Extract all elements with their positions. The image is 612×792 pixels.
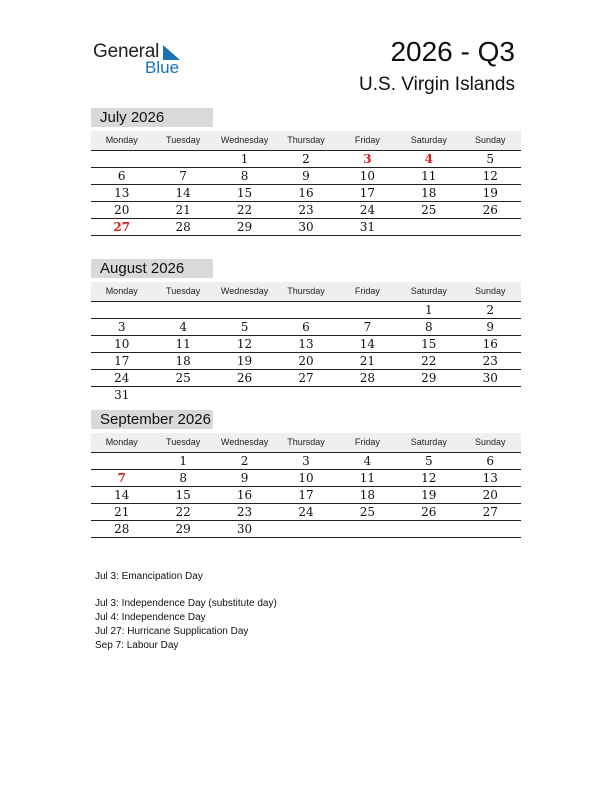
weekday-label: Monday (105, 437, 138, 447)
page-subtitle: U.S. Virgin Islands (359, 74, 515, 95)
month-label: July 2026 (91, 108, 213, 127)
empty-day-cell (398, 387, 459, 403)
week-row (91, 151, 521, 168)
day-cell: 5 (486, 152, 495, 166)
day-cell: 17 (359, 186, 376, 200)
weekday-label: Wednesday (220, 135, 269, 145)
day-cell: 16 (482, 337, 498, 351)
empty-day-cell (398, 521, 459, 537)
day-cell: 18 (359, 488, 376, 502)
day-cell: 3 (302, 454, 310, 468)
week-row (91, 168, 521, 185)
empty-day-cell (91, 453, 152, 469)
week-row (91, 453, 521, 470)
day-cell: 15 (421, 337, 437, 351)
weekday-header-row (91, 433, 521, 453)
month-block-september (91, 410, 521, 538)
week-row (91, 336, 521, 353)
empty-day-cell (398, 219, 459, 235)
day-cell: 3 (117, 320, 126, 334)
day-cell: 21 (359, 354, 376, 368)
day-cell: 10 (298, 471, 314, 485)
day-cell: 19 (236, 354, 253, 368)
empty-day-cell (275, 521, 336, 537)
day-cell: 8 (240, 169, 249, 183)
day-cell: 11 (175, 337, 191, 351)
day-cell: 3 (363, 152, 372, 166)
weekday-label: Tuesday (166, 437, 201, 447)
week-row (91, 353, 521, 370)
week-row (91, 185, 521, 202)
day-cell: 2 (302, 152, 310, 166)
month-block-july (91, 108, 521, 236)
empty-day-cell (214, 302, 275, 318)
empty-day-cell (337, 387, 398, 403)
day-cell: 20 (114, 203, 130, 217)
day-cell: 18 (421, 186, 437, 200)
weekday-label: Thursday (287, 437, 325, 447)
month-label: September 2026 (91, 410, 213, 429)
empty-day-cell (275, 302, 336, 318)
weekday-label: Thursday (287, 286, 325, 296)
week-row (91, 202, 521, 219)
day-cell: 16 (236, 488, 253, 502)
day-cell: 26 (482, 203, 498, 217)
day-cell: 11 (421, 169, 437, 183)
day-cell: 4 (424, 152, 433, 166)
day-cell: 1 (425, 303, 433, 317)
day-cell: 14 (359, 337, 376, 351)
holiday-note: Jul 3: Independence Day (substitute day) (95, 598, 277, 609)
empty-day-cell (275, 387, 336, 403)
week-row (91, 387, 521, 403)
page-title: 2026 - Q3 (390, 36, 515, 67)
day-cell: 1 (240, 152, 249, 166)
weekday-label: Wednesday (220, 286, 269, 296)
day-cell: 28 (175, 220, 191, 234)
weekday-label: Saturday (410, 437, 447, 447)
empty-day-cell (91, 302, 152, 318)
day-cell: 22 (421, 354, 437, 368)
holiday-note: Jul 27: Hurricane Supplication Day (95, 626, 249, 637)
week-row (91, 470, 521, 487)
day-cell: 12 (236, 337, 253, 351)
week-row (91, 521, 521, 538)
weekday-label: Friday (354, 437, 380, 447)
day-cell: 17 (298, 488, 314, 502)
day-cell: 7 (117, 471, 126, 485)
day-cell: 15 (236, 186, 253, 200)
weekday-header-row (91, 282, 521, 302)
weekday-header-row (91, 131, 521, 151)
weekday-label: Saturday (410, 135, 447, 145)
day-cell: 16 (298, 186, 314, 200)
day-cell: 31 (359, 220, 376, 234)
week-row (91, 302, 521, 319)
weekday-label: Monday (105, 135, 138, 145)
day-cell: 5 (240, 320, 249, 334)
day-cell: 4 (363, 454, 372, 468)
day-cell: 19 (482, 186, 498, 200)
day-cell: 9 (240, 471, 249, 485)
day-cell: 2 (486, 303, 495, 317)
day-cell: 15 (175, 488, 191, 502)
day-cell: 31 (114, 388, 130, 402)
holiday-notes (95, 570, 277, 653)
day-cell: 24 (114, 371, 130, 385)
week-row (91, 319, 521, 336)
day-cell: 18 (175, 354, 191, 368)
day-cell: 10 (114, 337, 130, 351)
day-cell: 9 (302, 169, 310, 183)
day-cell: 30 (482, 371, 498, 385)
day-cell: 30 (298, 220, 314, 234)
week-row (91, 370, 521, 387)
day-cell: 12 (421, 471, 437, 485)
empty-day-cell (152, 387, 213, 403)
holiday-note: Jul 3: Emancipation Day (95, 571, 203, 582)
logo-word-general: General (93, 41, 160, 62)
empty-day-cell (460, 219, 521, 235)
day-cell: 26 (236, 371, 253, 385)
day-cell: 27 (298, 371, 314, 385)
weekday-label: Thursday (287, 135, 325, 145)
empty-day-cell (214, 387, 275, 403)
week-row (91, 487, 521, 504)
week-row (91, 504, 521, 521)
day-cell: 27 (482, 505, 498, 519)
day-cell: 28 (114, 522, 130, 536)
weekday-label: Sunday (474, 135, 506, 145)
weekday-label: Sunday (474, 437, 506, 447)
day-cell: 26 (421, 505, 437, 519)
day-cell: 13 (298, 337, 314, 351)
weekday-label: Sunday (474, 286, 506, 296)
weekday-label: Tuesday (166, 135, 201, 145)
day-cell: 8 (179, 471, 187, 485)
empty-day-cell (152, 302, 213, 318)
day-cell: 13 (114, 186, 130, 200)
day-cell: 11 (359, 471, 376, 485)
month-label: August 2026 (91, 259, 213, 278)
month-block-august (91, 259, 521, 403)
day-cell: 23 (482, 354, 498, 368)
empty-day-cell (152, 151, 213, 167)
day-cell: 25 (359, 505, 376, 519)
note-spacer (95, 584, 277, 597)
day-cell: 19 (421, 488, 437, 502)
weekday-label: Saturday (410, 286, 447, 296)
day-cell: 29 (236, 220, 253, 234)
week-row (91, 219, 521, 236)
weekday-label: Friday (354, 135, 380, 145)
logo-word-blue: Blue (145, 58, 180, 77)
day-cell: 6 (302, 320, 310, 334)
day-cell: 23 (236, 505, 253, 519)
day-cell: 25 (421, 203, 437, 217)
empty-day-cell (337, 521, 398, 537)
day-cell: 29 (175, 522, 191, 536)
day-cell: 7 (179, 169, 187, 183)
day-cell: 4 (179, 320, 187, 334)
day-cell: 17 (114, 354, 130, 368)
day-cell: 24 (298, 505, 314, 519)
day-cell: 30 (236, 522, 253, 536)
empty-day-cell (337, 302, 398, 318)
day-cell: 22 (236, 203, 253, 217)
day-cell: 5 (425, 454, 433, 468)
empty-day-cell (460, 387, 521, 403)
day-cell: 27 (113, 220, 131, 234)
day-cell: 22 (175, 505, 191, 519)
day-cell: 21 (114, 505, 130, 519)
day-cell: 24 (359, 203, 376, 217)
weekday-label: Wednesday (220, 437, 269, 447)
holiday-note: Sep 7: Labour Day (95, 640, 179, 651)
day-cell: 20 (482, 488, 498, 502)
day-cell: 6 (117, 169, 126, 183)
day-cell: 8 (425, 320, 433, 334)
day-cell: 10 (359, 169, 376, 183)
day-cell: 25 (175, 371, 191, 385)
weekday-label: Tuesday (166, 286, 201, 296)
empty-day-cell (91, 151, 152, 167)
day-cell: 29 (421, 371, 437, 385)
day-cell: 6 (486, 454, 495, 468)
weekday-label: Friday (354, 286, 380, 296)
holiday-note: Jul 4: Independence Day (95, 612, 206, 623)
day-cell: 20 (298, 354, 314, 368)
day-cell: 23 (298, 203, 314, 217)
weekday-label: Monday (105, 286, 138, 296)
day-cell: 2 (240, 454, 249, 468)
day-cell: 28 (359, 371, 376, 385)
day-cell: 21 (175, 203, 191, 217)
day-cell: 9 (486, 320, 495, 334)
day-cell: 13 (482, 471, 498, 485)
day-cell: 14 (114, 488, 130, 502)
empty-day-cell (460, 521, 521, 537)
generalblue-logo (93, 41, 193, 81)
day-cell: 7 (363, 320, 372, 334)
day-cell: 12 (482, 169, 498, 183)
day-cell: 1 (179, 454, 187, 468)
day-cell: 14 (175, 186, 191, 200)
